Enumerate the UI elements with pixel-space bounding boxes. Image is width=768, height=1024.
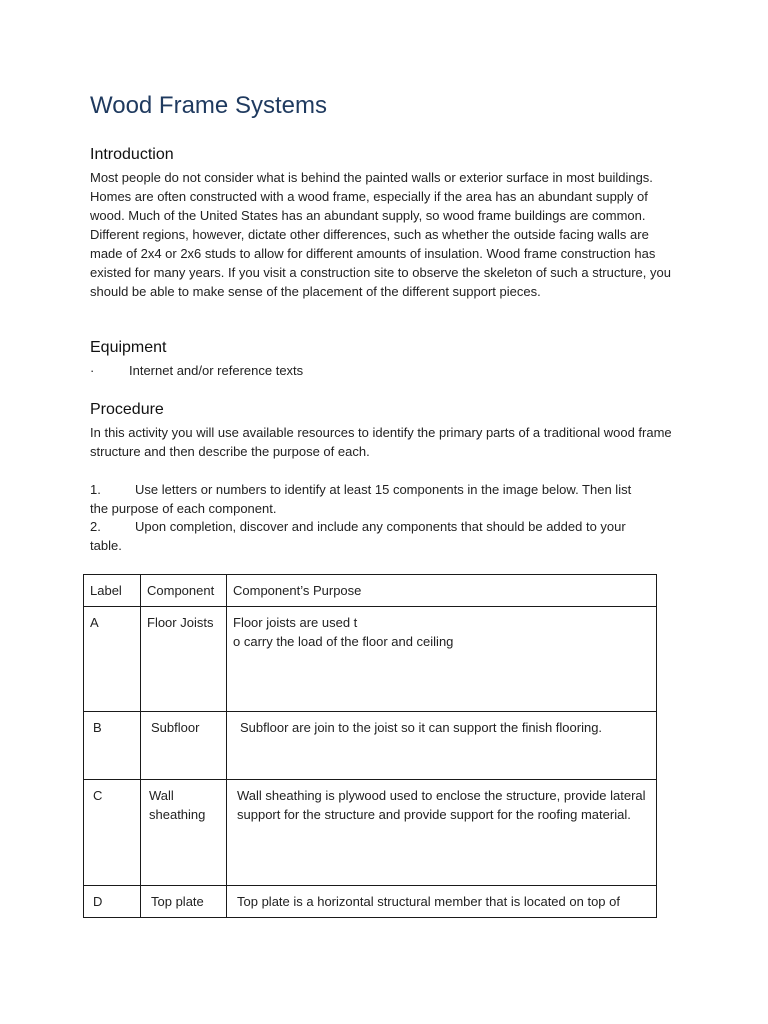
bullet-marker: · [90, 363, 95, 378]
equipment-heading: Equipment [90, 339, 167, 356]
introduction-heading: Introduction [90, 146, 174, 163]
purpose-line: Floor joists are used t [233, 615, 358, 630]
table-header-row [84, 575, 657, 607]
components-table [83, 574, 657, 918]
step-text-line: table. [90, 538, 122, 553]
component-cell: Subfloor [141, 712, 227, 780]
component-cell: Top plate [141, 886, 227, 918]
purpose-text: Wall sheathing is plywood used to enclose the structure, provide lateral support for the structure and provide support for the roofing material. [237, 788, 646, 822]
step-number: 1. [90, 482, 101, 497]
equipment-item-text: Internet and/or reference texts [129, 363, 304, 378]
procedure-heading: Procedure [90, 401, 164, 418]
header-cell-purpose: Component’s Purpose [227, 575, 657, 607]
step-text-line: the purpose of each component. [90, 501, 277, 516]
step-number: 2. [90, 519, 101, 534]
component-line: Wall [149, 788, 174, 803]
procedure-step [90, 517, 680, 555]
introduction-text: Most people do not consider what is behind the painted walls or exterior surface in most buildings. Homes are often constructed with a wood frame, especially if the area has an abundant supply of wood. Much of the United States has an abundant supply, so wood frame buildings are common. Different regions, however, dictate other differences, such as whether the outside facing walls are made of 2x4 or 2x6 studs to allow for different amounts of insulation. Wood frame construction has existed for many years. If you visit a construction site to observe the skeleton of such a structure, you should be able to make sense of the placement of the different support pieces. [90, 170, 671, 299]
table-row [84, 607, 657, 712]
component-line: sheathing [149, 807, 206, 822]
table-row [84, 780, 657, 886]
equipment-list-item [90, 361, 680, 380]
document-title: Wood Frame Systems [90, 92, 327, 119]
purpose-cell: Top plate is a horizontal structural member that is located on top of [227, 886, 657, 918]
header-cell-label: Label [84, 575, 141, 607]
step-text-line: Upon completion, discover and include any components that should be added to your [135, 519, 626, 534]
label-cell: C [84, 780, 141, 886]
header-cell-component: Component [141, 575, 227, 607]
table-row [84, 886, 657, 918]
purpose-cell [227, 607, 657, 712]
purpose-line: o carry the load of the floor and ceiling [233, 634, 454, 649]
label-cell: B [84, 712, 141, 780]
component-cell [141, 780, 227, 886]
label-cell: D [84, 886, 141, 918]
purpose-cell [227, 780, 657, 886]
table-row [84, 712, 657, 780]
procedure-step [90, 480, 680, 518]
label-cell: A [84, 607, 141, 712]
procedure-intro: In this activity you will use available resources to identify the primary parts of a traditional wood frame structure and then describe the purpose of each. [90, 425, 672, 459]
step-text-line: Use letters or numbers to identify at least 15 components in the image below. Then list [135, 482, 632, 497]
purpose-cell: Subfloor are join to the joist so it can support the finish flooring. [227, 712, 657, 780]
component-cell: Floor Joists [141, 607, 227, 712]
